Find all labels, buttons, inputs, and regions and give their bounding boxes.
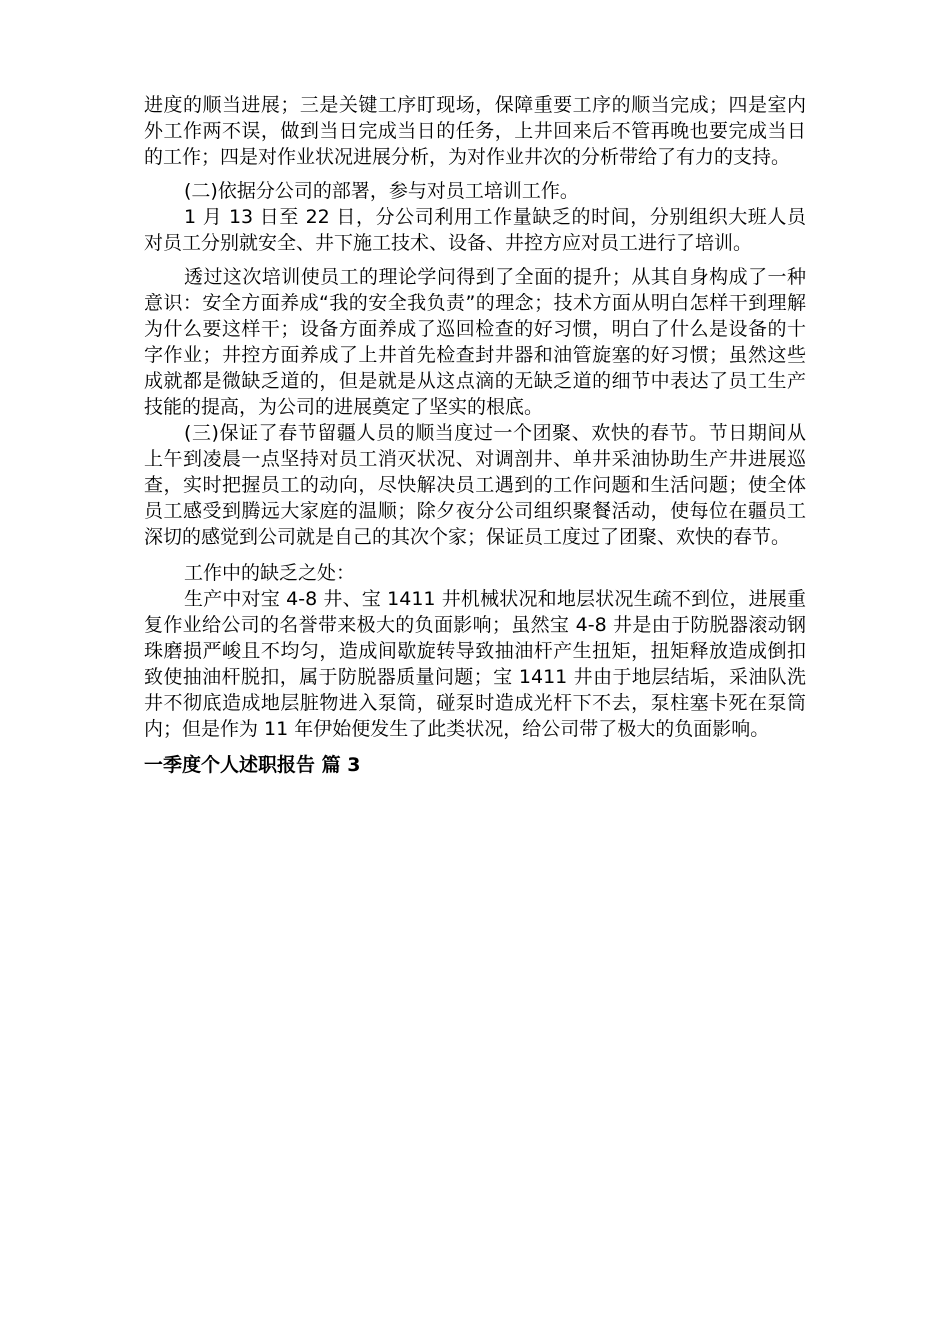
section-heading: 一季度个人述职报告 篇 3 (144, 754, 361, 776)
paragraph-shortcomings-detail: 生产中对宝 4-8 井、宝 1411 井机械状况和地层状况生疏不到位，进展重复作业给公司的名誉带来极大的负面影响；虽然宝 4-8 井是由于防脱器滚动钢珠磨损严峻且不均匀，造成间歇旋转导致抽油杆产生扭矩，扭矩释放造成倒扣致使抽油杆脱扣，属于防脱器质量问题；宝 1411 井由于地层结垢，采油队洗井不彻底造成地层脏物进入泵筒，碰泵时造成光杆下不去，泵柱塞卡死在泵筒内；但是作为 11 年伊始便发生了此类状况，给公司带了极大的负面影响。 (144, 588, 806, 740)
paragraph-spring-festival: (三)保证了春节留疆人员的顺当度过一个团聚、欢快的春节。节日期间从上午到凌晨一点坚持对员工消灭状况、对调剖井、单井采油协助生产井进展巡查，实时把握员工的动向，尽快解决员工遇到的工作问题和生活问题；使全体员工感受到腾远大家庭的温顺；除夕夜分公司组织聚餐活动，使每位在疆员工深切的感觉到公司就是自己的其次个家；保证员工度过了团聚、欢快的春节。 (144, 422, 806, 548)
paragraph-training-schedule: 1 月 13 日至 22 日，分公司利用工作量缺乏的时间，分别组织大班人员对员工分别就安全、井下施工技术、设备、井控方应对员工进行了培训。 (144, 206, 806, 254)
paragraph-training-results: 透过这次培训使员工的理论学问得到了全面的提升；从其自身构成了一种意识：安全方面养成“我的安全我负责”的理念；技术方面从明白怎样干到理解为什么要这样干；设备方面养成了巡回检查的好习惯，明白了什么是设备的十字作业；井控方面养成了上井首先检查封井器和油管旋塞的好习惯；虽然这些成就都是微缺乏道的，但是就是从这点滴的无缺乏道的细节中表达了员工生产技能的提高，为公司的进展奠定了坚实的根底。 (144, 266, 806, 418)
document-body (144, 92, 806, 778)
paragraph-shortcomings-heading: 工作中的缺乏之处： (184, 562, 356, 584)
paragraph-training-heading: (二)依据分公司的部署，参与对员工培训工作。 (184, 180, 579, 202)
paragraph-progress-summary: 进度的顺当进展；三是关键工序盯现场，保障重要工序的顺当完成；四是室内外工作两不误，做到当日完成当日的任务，上井回来后不管再晚也要完成当日的工作；四是对作业状况进展分析，为对作业井次的分析带给了有力的支持。 (144, 94, 806, 168)
